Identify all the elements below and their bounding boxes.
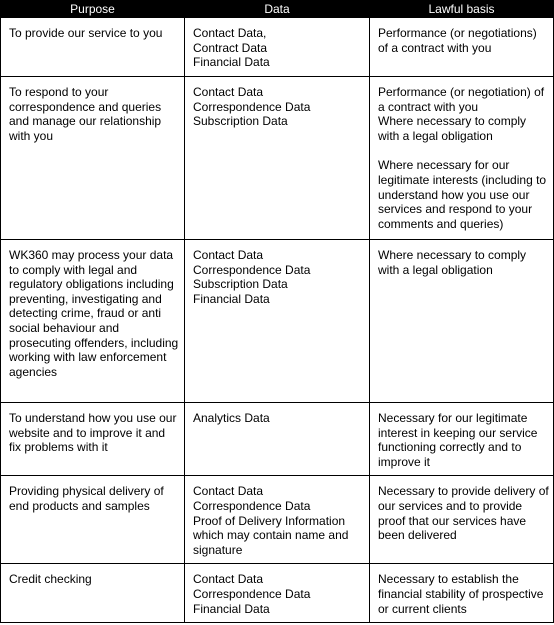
purpose-cell — [1, 18, 185, 77]
column-header-lawful-basis: Lawful basis — [370, 1, 554, 18]
purpose-cell — [1, 403, 185, 476]
basis-text: Necessary to establish the financial stability of prospective or current clients — [378, 572, 544, 616]
purpose-cell — [1, 476, 185, 564]
table-header-row — [1, 1, 554, 18]
data-cell — [185, 403, 370, 476]
basis-text: Where necessary for our legitimate interests (including to understand how you use our services and respond to your comments and queries) — [378, 158, 547, 231]
purpose-text: To understand how you use our website and to improve it and fix problems with it — [9, 411, 177, 455]
data-item: Financial Data — [193, 55, 270, 70]
basis-cell — [370, 564, 554, 623]
purpose-text: Providing physical delivery of end products and samples — [9, 484, 164, 513]
basis-cell — [370, 240, 554, 403]
table-row — [1, 18, 554, 77]
data-item: Correspondence Data — [193, 99, 311, 114]
purpose-text: Credit checking — [9, 572, 92, 587]
data-cell — [185, 564, 370, 623]
basis-cell — [370, 77, 554, 240]
data-cell — [185, 77, 370, 240]
data-cell — [185, 476, 370, 564]
paragraph-spacer — [378, 143, 549, 158]
table-row — [1, 403, 554, 476]
data-item: Contact Data, — [193, 26, 267, 40]
data-item: Financial Data — [193, 291, 270, 306]
data-item: Contact Data — [193, 484, 264, 499]
data-item: Subscription Data — [193, 114, 288, 129]
purpose-cell — [1, 564, 185, 623]
data-cell — [185, 18, 370, 77]
purpose-cell — [1, 240, 185, 403]
basis-text: Performance (or negotiations) of a contract with you — [378, 26, 537, 55]
table-row — [1, 564, 554, 623]
table-row — [1, 77, 554, 240]
table-row — [1, 240, 554, 403]
data-item: Analytics Data — [193, 411, 270, 425]
purpose-text: WK360 may process your data to comply with legal and regulatory obligations including preventing, investigating and detecting crime, fraud or anti social behaviour and prosecuting offenders, including working with law enforcement agencies — [9, 248, 179, 379]
basis-text: Necessary to provide delivery of our services and to provide proof that our services have been delivered — [378, 484, 549, 543]
column-header-purpose: Purpose — [1, 1, 185, 18]
purpose-cell — [1, 77, 185, 240]
purpose-text: To respond to your correspondence and queries and manage our relationship with you — [9, 85, 162, 143]
data-item: Contact Data — [193, 85, 264, 99]
data-item: Subscription Data — [193, 277, 288, 292]
data-item: Contact Data — [193, 248, 264, 262]
table-row — [1, 476, 554, 564]
purpose-text: To provide our service to you — [9, 26, 163, 40]
data-cell — [185, 240, 370, 403]
data-item: Correspondence Data — [193, 262, 311, 277]
data-item: Contact Data — [193, 572, 264, 587]
basis-text: Where necessary to comply with a legal obligation — [378, 248, 527, 277]
basis-cell — [370, 476, 554, 564]
basis-text: Where necessary to comply with a legal obligation — [378, 114, 527, 143]
basis-text: Necessary for our legitimate interest in keeping our service functioning correctly and to improve it — [378, 411, 538, 469]
basis-cell — [370, 403, 554, 476]
data-item: Financial Data — [193, 601, 270, 616]
data-item: Proof of Delivery Information which may contain name and signature — [193, 513, 349, 557]
data-item: Contract Data — [193, 40, 268, 55]
data-item: Correspondence Data — [193, 586, 311, 601]
basis-cell — [370, 18, 554, 77]
data-item: Correspondence Data — [193, 498, 311, 513]
basis-text: Performance (or negotiation) of a contract with you — [378, 85, 545, 114]
column-header-data: Data — [185, 1, 370, 18]
